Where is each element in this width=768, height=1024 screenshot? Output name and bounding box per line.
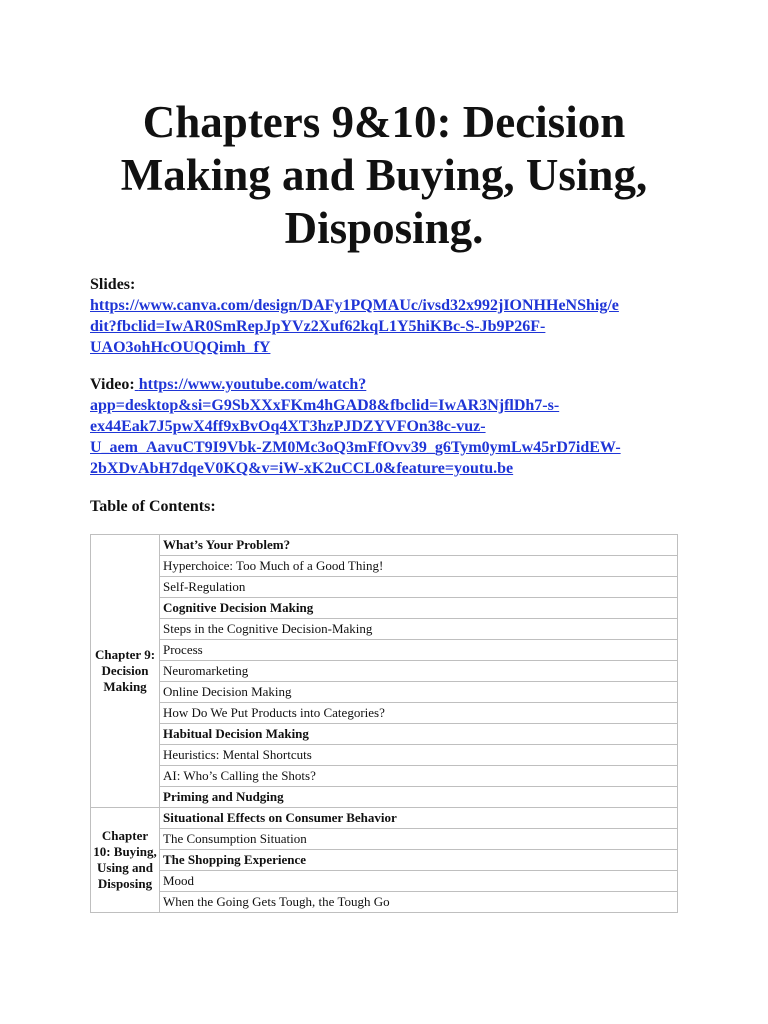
toc-entry: Self-Regulation <box>160 577 678 598</box>
toc-entry: How Do We Put Products into Categories? <box>160 703 678 724</box>
toc-entry: What’s Your Problem? <box>160 535 678 556</box>
video-label: Video: <box>90 376 135 393</box>
title-line: Making and Buying, Using, <box>120 150 648 200</box>
table-row <box>91 892 678 913</box>
toc-entry: Neuromarketing <box>160 661 678 682</box>
video-link-line: 2bXDvAbH7dqeV0KQ&v=iW-xK2uCCL0&feature=youtu.be <box>90 460 514 477</box>
toc-entry: Process <box>160 640 678 661</box>
video-link-line: U_aem_AavuCT9I9Vbk-ZM0Mc3oQ3mFfOvv39_g6Tym0ymLw45rD7idEW- <box>90 439 621 456</box>
slides-section <box>90 274 690 358</box>
table-row <box>91 682 678 703</box>
slides-link-line: https://www.canva.com/design/DAFy1PQMAUc/ivsd32x992jIONHHeNShig/e <box>90 297 619 314</box>
toc-entry: Online Decision Making <box>160 682 678 703</box>
slides-link-line: dit?fbclid=IwAR0SmRepJpYVz2Xuf62kqL1Y5hiKBc-S-Jb9P26F- <box>90 318 546 335</box>
slides-label: Slides: <box>90 276 136 293</box>
video-link-line: ex44Eak7J5pwX4ff9xBvOq4XT3hzPJDZYVFOn38c-vuz- <box>90 418 486 435</box>
table-row <box>91 640 678 661</box>
table-row <box>91 703 678 724</box>
table-row <box>91 829 678 850</box>
toc-entry: Mood <box>160 871 678 892</box>
table-row <box>91 556 678 577</box>
table-row <box>91 724 678 745</box>
slides-link-line: UAO3ohHcOUQQimh_fY <box>90 339 271 356</box>
table-of-contents <box>90 534 678 913</box>
table-row <box>91 598 678 619</box>
video-link-line: https://www.youtube.com/watch? <box>138 376 367 393</box>
title-line: Disposing. <box>284 203 484 253</box>
table-row <box>91 787 678 808</box>
table-row <box>91 850 678 871</box>
toc-entry: Heuristics: Mental Shortcuts <box>160 745 678 766</box>
toc-entry: Habitual Decision Making <box>160 724 678 745</box>
toc-entry: AI: Who’s Calling the Shots? <box>160 766 678 787</box>
toc-entry: Situational Effects on Consumer Behavior <box>160 808 678 829</box>
table-row <box>91 577 678 598</box>
table-row <box>91 808 678 829</box>
video-link-line: app=desktop&si=G9SbXXxFKm4hGAD8&fbclid=IwAR3NjflDh7-s- <box>90 397 560 414</box>
toc-heading: Table of Contents: <box>90 498 216 515</box>
chapter-cell: Chapter 9: Decision Making <box>91 535 160 808</box>
table-row <box>91 535 678 556</box>
table-row <box>91 766 678 787</box>
toc-entry: Priming and Nudging <box>160 787 678 808</box>
title-line: Chapters 9&10: Decision <box>142 97 626 147</box>
toc-entry: Steps in the Cognitive Decision-Making <box>160 619 678 640</box>
video-section <box>90 374 690 479</box>
toc-entry: When the Going Gets Tough, the Tough Go <box>160 892 678 913</box>
table-row <box>91 871 678 892</box>
table-row <box>91 745 678 766</box>
table-row <box>91 661 678 682</box>
video-link[interactable] <box>90 374 690 479</box>
toc-entry: Hyperchoice: Too Much of a Good Thing! <box>160 556 678 577</box>
toc-entry: Cognitive Decision Making <box>160 598 678 619</box>
document-title <box>60 96 708 255</box>
slides-link[interactable] <box>90 295 690 358</box>
toc-entry: The Shopping Experience <box>160 850 678 871</box>
toc-entry: The Consumption Situation <box>160 829 678 850</box>
table-row <box>91 619 678 640</box>
chapter-cell: Chapter 10: Buying, Using and Disposing <box>91 808 160 913</box>
